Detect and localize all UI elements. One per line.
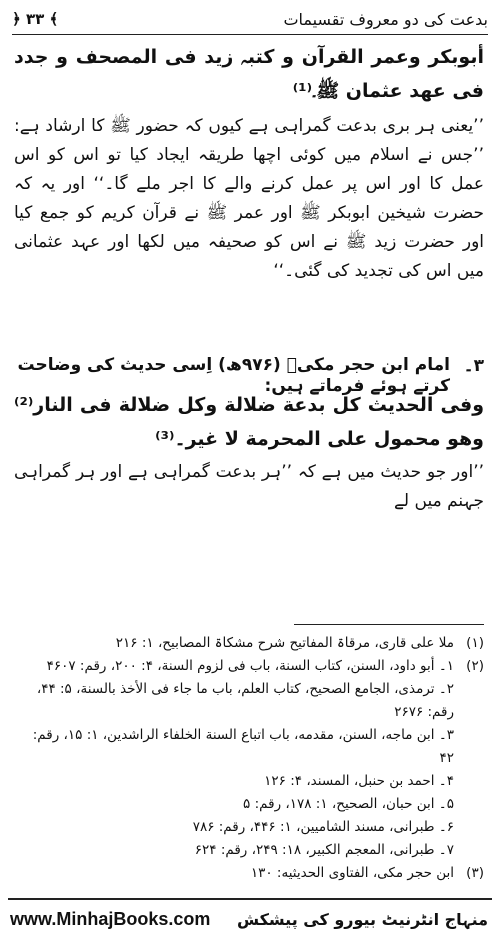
footnote-divider — [294, 624, 484, 625]
footnote-item — [14, 655, 484, 862]
website-link[interactable]: www.MinhajBooks.com — [10, 908, 211, 929]
footer-divider — [8, 898, 492, 900]
footnote-text: ابن حجر مکی، الفتاوی الحدیثیه: ۱۳۰ — [250, 865, 454, 881]
footnote-text: ۶۔ طبرانی، مسند الشامیین، ۱: ۴۴۶، رقم: ۷۸۶ — [192, 819, 454, 835]
arabic-quote-2: وفی الحدیث کل بدعة ضلالة وکل ضلالة فی النار⁽²⁾ وهو محمول علی المحرمة لا غیر۔⁽³⁾ — [14, 394, 484, 450]
footnote-sublist — [14, 655, 454, 862]
urdu-paragraph-2: ’’اور جو حدیث میں ہے کہ ’’ہر بدعت گمراہی ہے اور ہر گمراہی جہنم میں لے — [14, 462, 484, 511]
footnote-text: ۳۔ ابن ماجه، السنن، مقدمه، باب اتباع السنة الخلفاء الراشدین، ۱: ۱۵، رقم: ۴۲ — [32, 727, 454, 766]
footnote-text: ۷۔ طبرانی، المعجم الکبیر، ۱۸: ۲۴۹، رقم: ۶۲۴ — [194, 842, 454, 858]
footnote-number: (۱) — [466, 635, 484, 651]
footnotes — [14, 632, 484, 885]
footnote-number: (۲) — [466, 658, 484, 674]
arabic-quote-1: أبوبکر وعمر القرآن و کتبہ زید فی المصحف و جدد فی عهد عثمان ﷺ۔⁽¹⁾ — [14, 46, 484, 102]
publisher-credit: منہاج انٹرنیٹ بیورو کی پیشکش — [236, 909, 488, 929]
item-text: امام ابن حجر مکیؒ (۹۷۶ھ) اِسی حدیث کی وضاحت کرتے ہوئے فرماتے ہیں: — [17, 355, 450, 396]
footnote-item — [14, 632, 484, 655]
footnote-text: ملا علی قاری، مرقاۃ المفاتیح شرح مشکاۃ المصابیح، ۱: ۲۱۶ — [115, 635, 454, 651]
page-header — [12, 6, 488, 32]
header-divider — [12, 34, 488, 35]
footnote-text: ۵۔ ابن حبان، الصحیح، ۱: ۱۷۸، رقم: ۵ — [243, 796, 454, 812]
footnote-text: ۱۔ أبو داود، السنن، کتاب السنة، باب فی لزوم السنة، ۴: ۲۰۰، رقم: ۴۶۰۷ — [46, 658, 454, 674]
footnote-text: ۲۔ ترمذی، الجامع الصحیح، کتاب العلم، باب ما جاء فی الأخذ بالسنة، ۵: ۴۴، رقم: ۲۶۷۶ — [36, 681, 454, 720]
footnote-item — [14, 862, 484, 885]
page-footer — [10, 902, 488, 936]
running-title: بدعت کی دو معروف تقسیمات — [283, 9, 488, 29]
page-number: ﴿ ۳۳ ﴾ — [12, 10, 59, 28]
urdu-paragraph-1: ’’یعنی ہر بری بدعت گمراہی ہے کیوں کہ حضور ﷺ کا ارشاد ہے: ’’جس نے اسلام میں کوئی اچھا طریقہ ایجاد کیا تو اس کو اس عمل کا اور اس پر عمل کرنے والے کا اجر ملے گا۔‘‘ اور یہ کہ حضرت شیخین ابوبکر ﷺ اور عمر ﷺ نے قرآن کریم کو جمع کیا اور حضرت زید ﷺ نے اس کو صحیفہ میں لکھا اور عہد عثمانی میں اس کی تجدید کی گئی۔‘‘ — [14, 116, 484, 281]
footnote-number: (۳) — [466, 865, 484, 881]
item-number: ۳۔ — [463, 356, 484, 376]
footnote-text: ۴۔ احمد بن حنبل، المسند، ۴: ۱۲۶ — [264, 773, 454, 789]
